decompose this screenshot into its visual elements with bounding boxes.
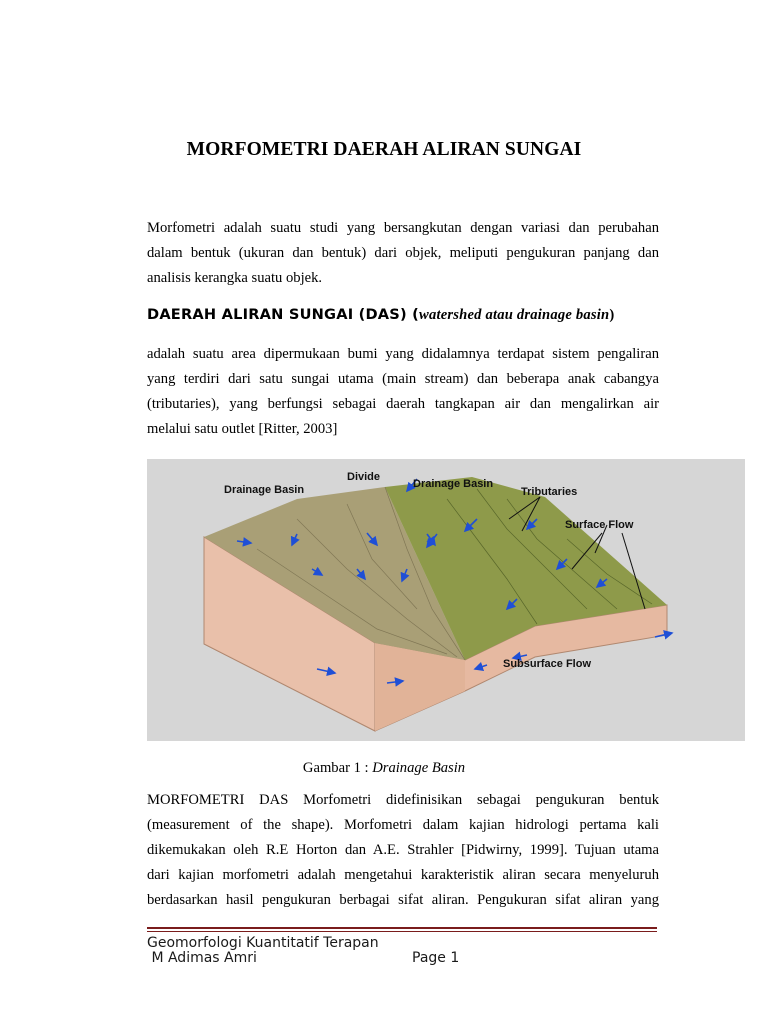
intro-line: analisis kerangka suatu objek. xyxy=(147,270,323,286)
label-drainage-basin-right: Drainage Basin xyxy=(413,478,494,490)
intro-line: Morfometri adalah suatu studi yang bersangkutan dengan variasi dan perubahan xyxy=(147,220,659,236)
das-line: adalah suatu area dipermukaan bumi yang didalamnya terdapat sistem pengaliran xyxy=(147,346,659,362)
das-line: melalui satu outlet [Ritter, 2003] xyxy=(147,421,338,437)
page-title: MORFOMETRI DAERAH ALIRAN SUNGAI xyxy=(186,139,582,160)
figure-caption xyxy=(0,760,768,777)
label-divide: Divide xyxy=(347,471,381,483)
label-subsurface-flow: Subsurface Flow xyxy=(503,658,592,670)
footer-page-number: Page 1 xyxy=(412,950,460,966)
das-line: (tributaries), yang berfungsi sebagai daerah tangkapan air dan mengalirkan air xyxy=(147,396,659,412)
morf-line: dari kajian morfometri adalah mengetahui karakteristik aliran secara menyeluruh xyxy=(147,867,659,883)
intro-line: dalam bentuk (ukuran dan bentuk) dari objek, meliputi pengukuran panjang dan xyxy=(147,245,659,261)
label-tributaries: Tributaries xyxy=(521,486,578,498)
das-heading-main: DAERAH ALIRAN SUNGAI (DAS) ( xyxy=(147,306,420,323)
caption-italic: Drainage Basin xyxy=(372,760,466,776)
footer-title: Geomorfologi Kuantitatif Terapan xyxy=(147,935,379,951)
label-surface-flow: Surface Flow xyxy=(565,519,634,531)
drainage-basin-illustration xyxy=(147,459,745,741)
das-line: yang terdiri dari satu sungai utama (main stream) dan beberapa anak cabangya xyxy=(147,371,659,387)
label-drainage-basin-left: Drainage Basin xyxy=(224,484,305,496)
das-heading-italic: watershed atau drainage basin xyxy=(419,307,610,323)
intro-paragraph xyxy=(147,216,659,291)
footer-rule-thick xyxy=(147,927,657,929)
morf-line: MORFOMETRI DAS Morfometri didefinisikan sebagai pengukuran bentuk xyxy=(147,792,659,808)
footer-rule-thin xyxy=(147,931,657,932)
caption-prefix: Gambar 1 : xyxy=(302,760,373,776)
das-paragraph xyxy=(147,342,659,442)
drainage-basin-figure xyxy=(147,459,745,741)
das-heading xyxy=(147,306,614,324)
morfometri-paragraph xyxy=(147,788,659,913)
das-heading-close: ) xyxy=(609,307,615,323)
morf-line: dikemukakan oleh R.E Horton dan A.E. Strahler [Pidwirny, 1999]. Tujuan utama xyxy=(147,842,659,858)
morf-line: (measurement of the shape). Morfometri dalam kajian hidrologi pertama kali xyxy=(147,817,659,833)
footer-author: M Adimas Amri xyxy=(147,950,257,966)
morf-line: berdasarkan hasil pengukuran berbagai sifat aliran. Pengukuran sifat aliran yang xyxy=(147,892,659,908)
